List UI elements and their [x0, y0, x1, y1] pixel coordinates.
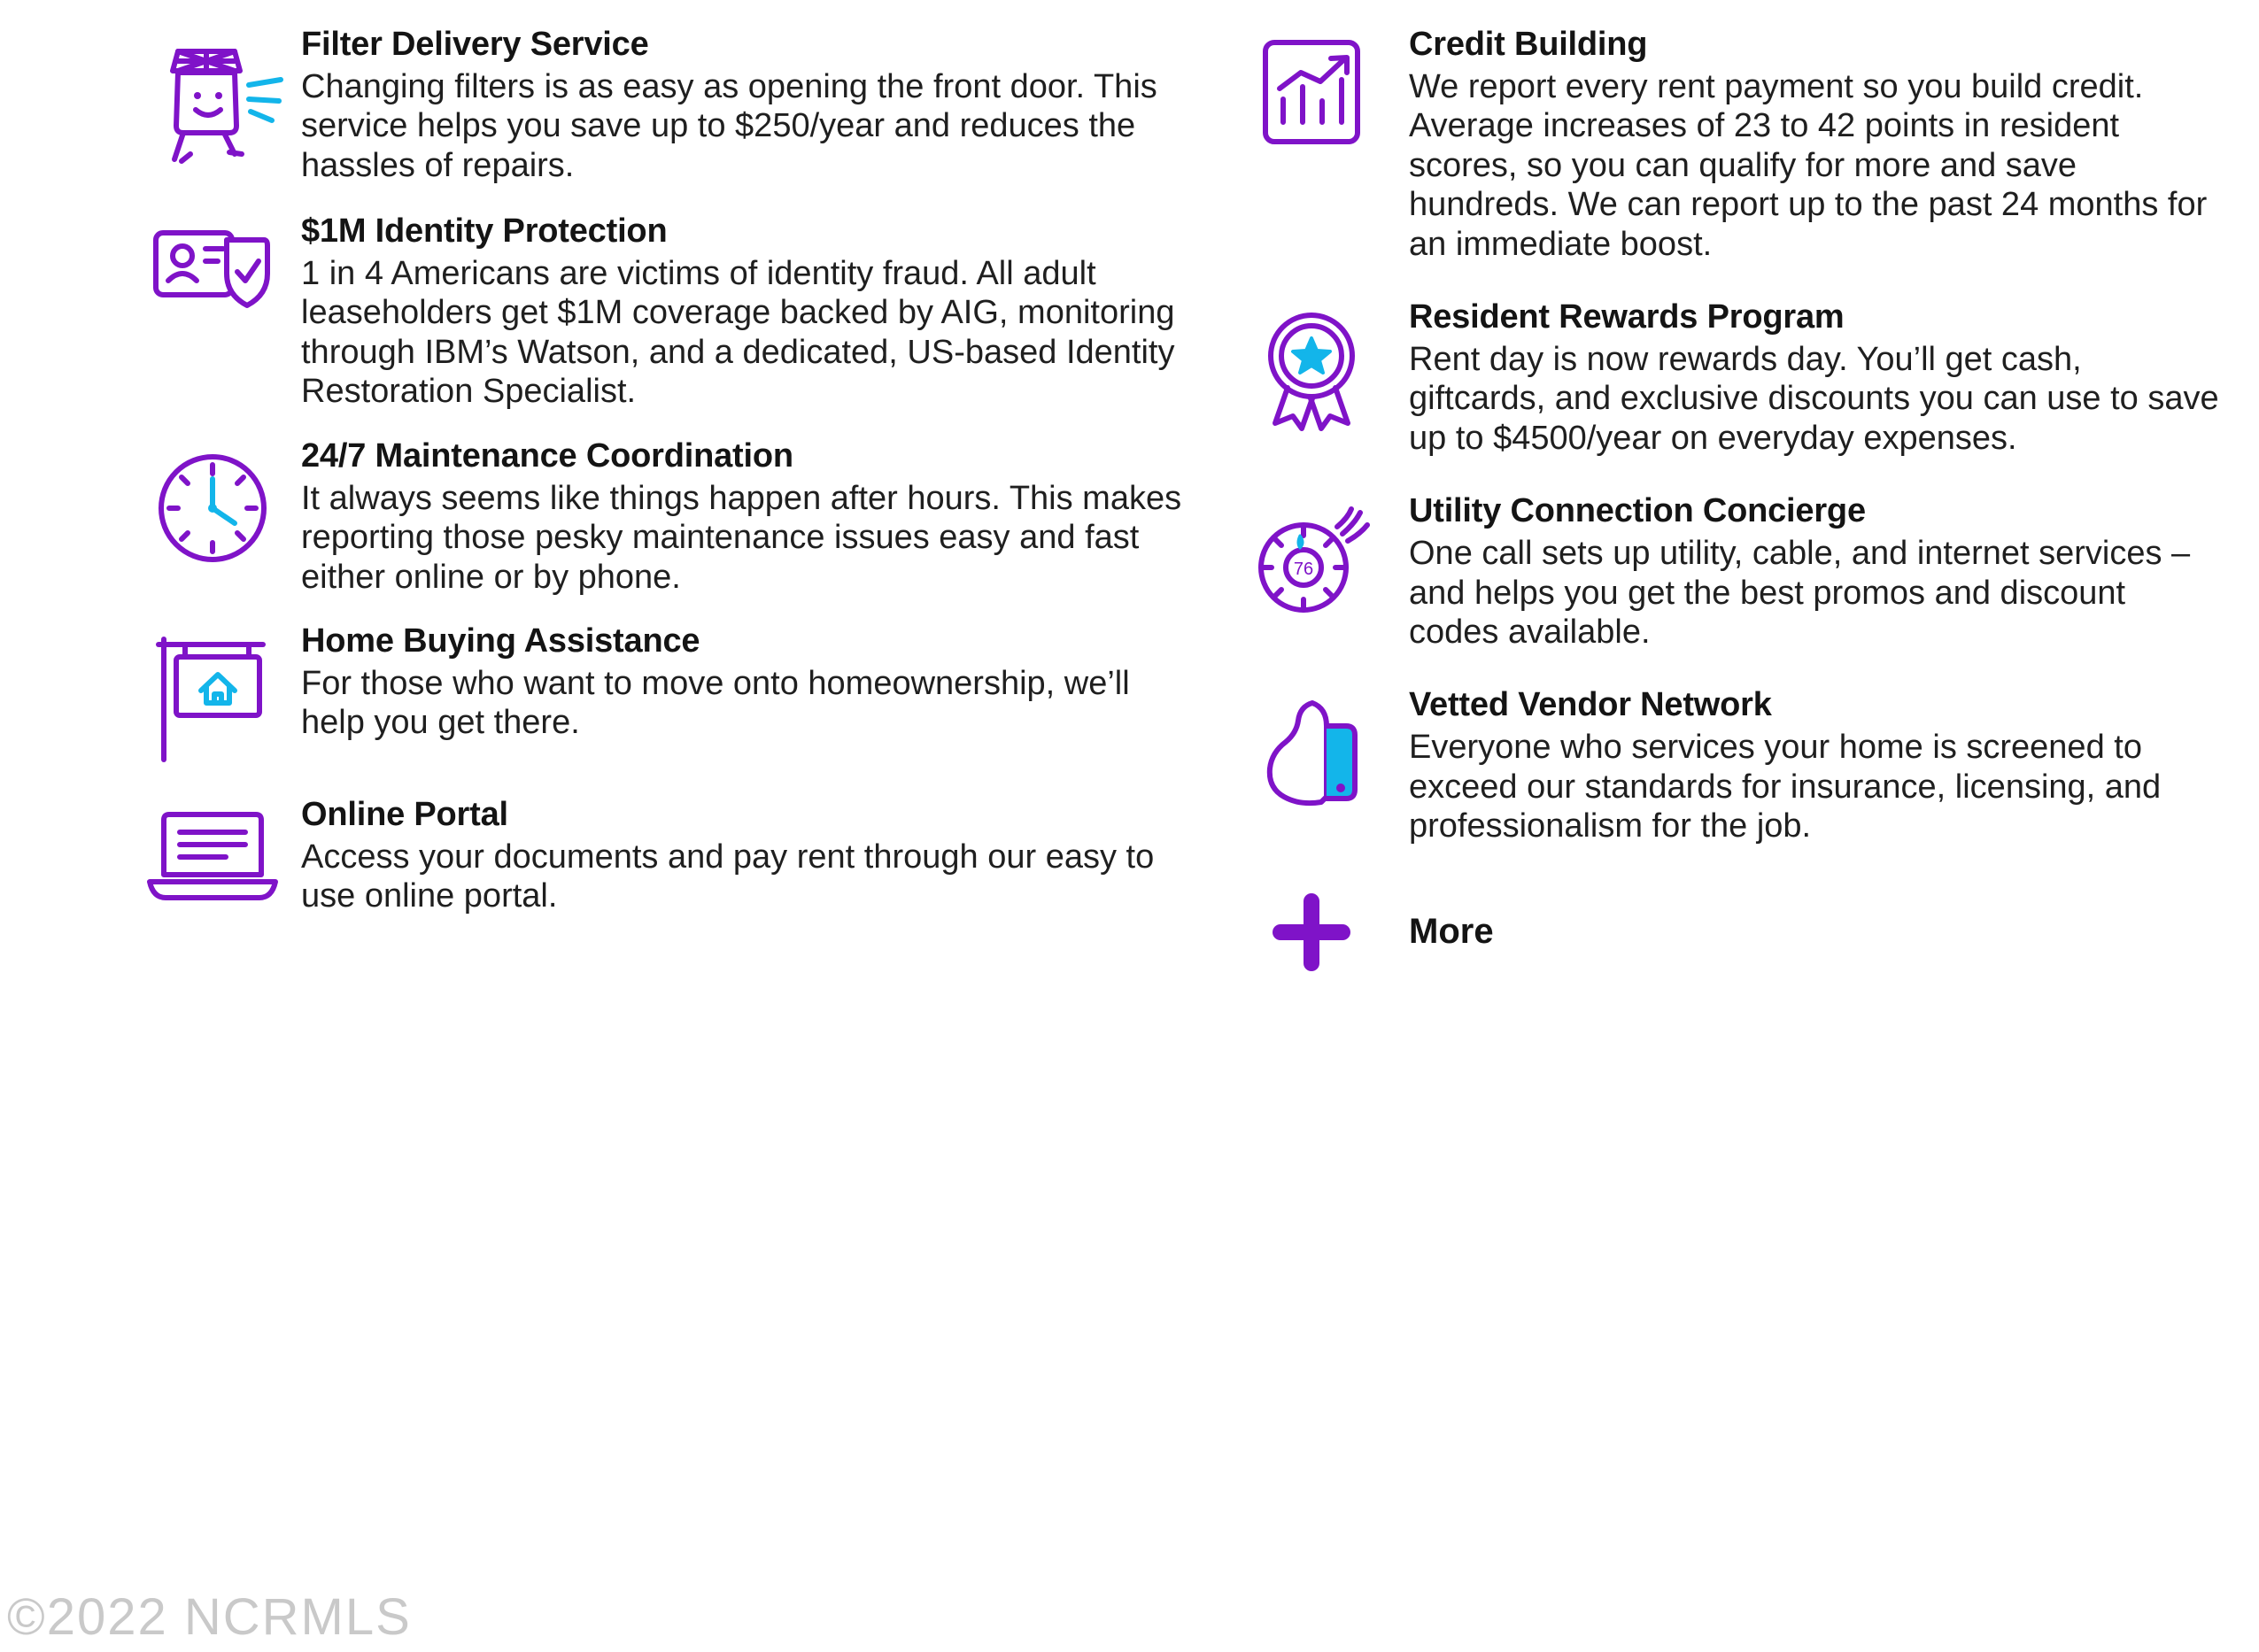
copyright-watermark: ©2022 NCRMLS [7, 1588, 412, 1646]
feature-body: One call sets up utility, cable, and internet services – and helps you get the best promos and discount codes available. [1409, 535, 2191, 652]
identity-protection-icon [124, 212, 301, 332]
feature-text [301, 621, 1195, 743]
feature-body: 1 in 4 Americans are victims of identity fraud. All adult leaseholders get $1M coverage backed by AIG, monitoring through IBM’s Watson, and a dedicated, US-based Identity Restoration Specialist. [301, 255, 1175, 411]
feature-text [301, 25, 1195, 185]
feature-body: Changing filters is as easy as opening the front door. This service helps you save up to $250/year and reduces the hassles of repairs. [301, 67, 1157, 184]
feature-title: 24/7 Maintenance Coordination [301, 436, 793, 475]
right-column [1213, 25, 2223, 1652]
feature-title: Credit Building [1409, 26, 1648, 63]
rewards-ribbon-icon [1214, 297, 1409, 436]
credit-chart-icon [1214, 25, 1409, 154]
feature-resident-rewards [1214, 297, 2223, 458]
feature-title: Utility Connection Concierge [1409, 492, 1866, 530]
feature-vetted-vendor-network [1214, 685, 2223, 845]
feature-credit-building [1214, 25, 2223, 264]
feature-filter-delivery-service [124, 25, 1195, 185]
feature-text [301, 212, 1195, 412]
feature-title: Home Buying Assistance [301, 622, 700, 660]
feature-body: It always seems like things happen after hours. This makes reporting those pesky maintenance issues easy and fast either online or by phone. [301, 479, 1182, 596]
more-row [1214, 884, 2223, 981]
feature-text [1409, 685, 2223, 845]
feature-utility-concierge [1214, 491, 2223, 652]
feature-title: Online Portal [301, 796, 508, 834]
feature-body: Access your documents and pay rent through our easy to use online portal. [301, 838, 1155, 915]
home-sign-icon [124, 621, 301, 768]
feature-text [1409, 25, 2223, 264]
laptop-icon [124, 795, 301, 915]
left-column [35, 25, 1213, 1652]
feature-title: $1M Identity Protection [301, 212, 668, 251]
feature-title: Resident Rewards Program [1409, 298, 1845, 336]
feature-title: Filter Delivery Service [301, 26, 649, 63]
feature-identity-protection [124, 212, 1195, 412]
feature-text [301, 795, 1195, 916]
filter-delivery-icon [124, 25, 301, 181]
svg-text:76: 76 [1293, 560, 1314, 580]
utility-meter-icon [1214, 491, 1409, 621]
feature-text [1409, 297, 2223, 458]
feature-online-portal [124, 795, 1195, 916]
feature-body: Everyone who services your home is screened to exceed our standards for insurance, licensing, and professionalism for the job. [1409, 729, 2162, 845]
feature-body: Rent day is now rewards day. You’ll get cash, giftcards, and exclusive discounts you can use to save up to $4500/year on everyday expenses. [1409, 340, 2219, 457]
plus-icon [1214, 884, 1409, 981]
clock-icon [124, 436, 301, 575]
feature-home-buying-assistance [124, 621, 1195, 768]
thumbs-up-icon [1214, 685, 1409, 814]
more-label: More [1409, 912, 1494, 952]
feature-text [1409, 491, 2223, 652]
feature-body: For those who want to move onto homeownership, we’ll help you get there. [301, 664, 1130, 742]
feature-maintenance-coordination [124, 436, 1195, 597]
feature-body: We report every rent payment so you build credit. Average increases of 23 to 42 points in resident scores, so you can qualify for more and save hundreds. We can report up to the past 24 months for an immediate boost. [1409, 67, 2208, 263]
feature-title: Vetted Vendor Network [1409, 686, 1772, 724]
feature-text [301, 436, 1195, 597]
